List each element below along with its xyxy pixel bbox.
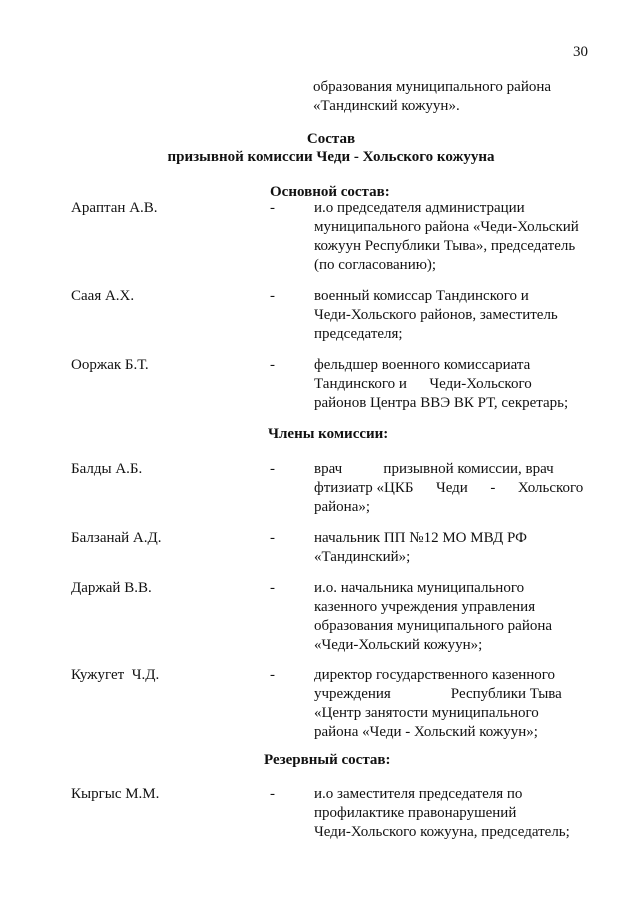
member-role (314, 785, 594, 842)
role-line: директор государственного казенного (314, 667, 556, 683)
role-line: района»; (314, 499, 371, 515)
dash: - (270, 786, 275, 802)
role-line: фтизиатр «ЦКБ Чеди - Хольского (314, 480, 584, 496)
role-line: и.о. начальника муниципального (314, 580, 525, 596)
dash: - (270, 667, 275, 683)
dash: - (270, 461, 275, 477)
role-line: (по согласованию); (314, 257, 437, 273)
member-name: Балды А.Б. (71, 461, 143, 477)
role-line: муниципального района «Чеди-Хольский (314, 219, 579, 235)
role-line: кожуун Республики Тыва», председатель (314, 238, 576, 254)
role-line: казенного учреждения управления (314, 599, 536, 615)
role-line: начальник ПП №12 МО МВД РФ (314, 530, 527, 546)
dash: - (270, 357, 275, 373)
page-number: 30 (573, 44, 588, 60)
role-line: профилактике правонарушений (314, 805, 517, 821)
intro-text (313, 78, 603, 116)
role-line: председателя; (314, 326, 403, 342)
role-line: Чеди-Хольского районов, заместитель (314, 307, 558, 323)
dash: - (270, 288, 275, 304)
role-line: фельдшер военного комиссариата (314, 357, 531, 373)
intro-line: образования муниципального района (313, 79, 552, 95)
member-name: Ооржак Б.Т. (71, 357, 149, 373)
member-name: Даржай В.В. (71, 580, 152, 596)
role-line: и.о заместителя председателя по (314, 786, 523, 802)
dash: - (270, 530, 275, 546)
role-line: «Центр занятости муниципального (314, 705, 539, 721)
member-role (314, 579, 594, 655)
member-name: Арaптан А.В. (71, 200, 158, 216)
role-line: Чеди-Хольского кожууна, председатель; (314, 824, 570, 840)
dash: - (270, 580, 275, 596)
member-name: Кужугет Ч.Д. (71, 667, 160, 683)
role-line: образования муниципального района (314, 618, 553, 634)
role-line: Тандинского и Чеди-Хольского (314, 376, 532, 392)
member-name: Кыргыс М.М. (71, 786, 160, 802)
member-name: Балзанай А.Д. (71, 530, 162, 546)
section-members-heading: Члены комиссии: (268, 426, 389, 442)
intro-line: «Тандинский кожуун». (313, 98, 460, 114)
member-role (314, 460, 594, 517)
section-main-heading: Основной состав: (270, 184, 390, 200)
role-line: «Тандинский»; (314, 549, 411, 565)
document-subtitle: призывной комиссии Чеди - Хольского кожууна (167, 149, 495, 165)
member-name: Саая А.Х. (71, 288, 135, 304)
member-role (314, 666, 594, 742)
role-line: «Чеди-Хольский кожуун»; (314, 637, 483, 653)
role-line: врач призывной комиссии, врач (314, 461, 554, 477)
role-line: и.о председателя администрации (314, 200, 525, 216)
member-role (314, 287, 594, 344)
member-role (314, 529, 594, 567)
role-line: военный комиссар Тандинского и (314, 288, 529, 304)
role-line: учреждения Республики Тыва (314, 686, 562, 702)
document-title: Состав (306, 131, 356, 147)
section-reserve-heading: Резервный состав: (264, 752, 391, 768)
dash: - (270, 200, 275, 216)
member-role (314, 356, 594, 413)
member-role (314, 199, 594, 275)
role-line: районов Центра ВВЭ ВК РТ, секретарь; (314, 395, 569, 411)
role-line: района «Чеди - Хольский кожуун»; (314, 724, 538, 740)
